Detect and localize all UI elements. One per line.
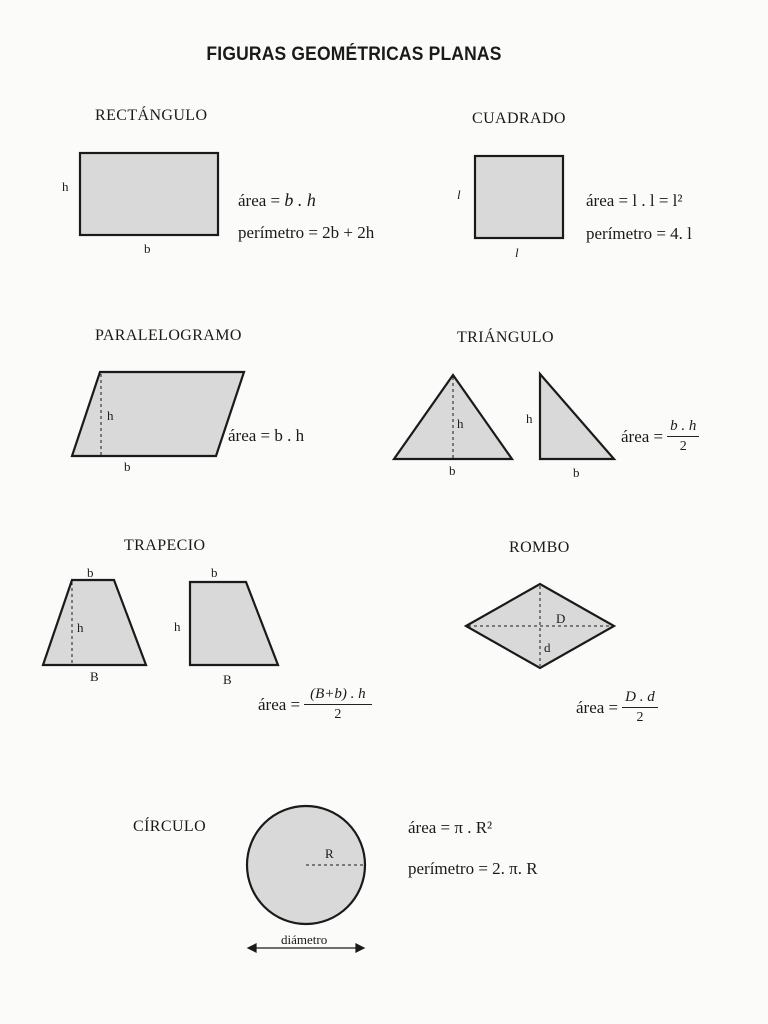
triangle-right-shape xyxy=(540,374,614,459)
triangle-area-fraction xyxy=(667,418,699,455)
trapezoid-area-denominator: 2 xyxy=(334,707,342,722)
trapezoid-height-label: h xyxy=(77,620,84,635)
rectangle-area-value: b . h xyxy=(284,190,316,210)
circle-area: área = π . R² xyxy=(408,818,493,837)
right-trapezoid-height-label: h xyxy=(174,619,181,634)
trapezoid-area-numerator: (B+b) . h xyxy=(304,686,372,705)
diameter-arrow-right xyxy=(356,944,364,952)
trapezoid-right-shape xyxy=(190,582,278,665)
right-triangle-height-label: h xyxy=(526,411,533,426)
parallelogram-base-label: b xyxy=(124,459,131,474)
square-perimeter: perímetro = 4. l xyxy=(586,224,692,243)
triangle-height-label: h xyxy=(457,416,464,431)
parallelogram-heading: PARALELOGRAMO xyxy=(95,327,242,344)
trapezoid-area-fraction xyxy=(304,686,372,723)
square-heading: CUADRADO xyxy=(472,110,566,127)
page-title: FIGURAS GEOMÉTRICAS PLANAS xyxy=(206,44,502,65)
square-side-label-left: l xyxy=(457,187,461,202)
rhombus-area-fraction xyxy=(622,689,658,726)
diameter-arrow-left xyxy=(248,944,256,952)
square-area: área = l . l = l² xyxy=(586,191,683,210)
rectangle-height-label: h xyxy=(62,179,69,194)
rectangle-perimeter: perímetro = 2b + 2h xyxy=(238,223,375,242)
rhombus-area-denominator: 2 xyxy=(636,710,644,725)
rhombus-area-numerator: D . d xyxy=(622,689,658,708)
parallelogram-shape xyxy=(72,372,244,456)
trapezoid-area-formula xyxy=(258,686,372,723)
right-trapezoid-top-base-label: b xyxy=(211,565,218,580)
rectangle-area xyxy=(238,190,316,211)
parallelogram-area: área = b . h xyxy=(228,426,305,445)
triangle-area-label: área = xyxy=(621,426,664,446)
rhombus-minor-diagonal-label: d xyxy=(544,640,551,655)
circle-diameter-label: diámetro xyxy=(281,932,328,947)
square-side-label-bottom: l xyxy=(515,245,519,260)
parallelogram-height-label: h xyxy=(107,408,114,423)
circle-radius-label: R xyxy=(325,846,334,861)
circle-heading: CÍRCULO xyxy=(133,818,207,835)
trapezoid-heading: TRAPECIO xyxy=(124,537,206,554)
rhombus-major-diagonal-label: D xyxy=(556,611,566,626)
trapezoid-top-base-label: b xyxy=(87,565,94,580)
rectangle-base-label: b xyxy=(144,241,151,256)
square-shape xyxy=(475,156,563,238)
triangle-area-denominator: 2 xyxy=(679,439,687,454)
triangle-isosceles-shape xyxy=(394,375,512,459)
rhombus-area-label: área = xyxy=(576,697,619,717)
right-triangle-base-label: b xyxy=(573,465,580,480)
rectangle-shape xyxy=(80,153,218,235)
triangle-area-formula xyxy=(621,418,699,455)
rectangle-heading: RECTÁNGULO xyxy=(95,107,208,124)
trapezoid-isosceles-shape xyxy=(43,580,146,665)
trapezoid-area-label: área = xyxy=(258,694,301,714)
rhombus-area-formula xyxy=(576,689,658,726)
triangle-heading: TRIÁNGULO xyxy=(457,329,554,346)
right-trapezoid-bottom-base-label: B xyxy=(223,672,232,687)
triangle-base-label: b xyxy=(449,463,456,478)
trapezoid-bottom-base-label: B xyxy=(90,669,99,684)
rectangle-area-label: área = xyxy=(238,191,281,210)
triangle-area-numerator: b . h xyxy=(667,418,699,437)
circle-perimeter: perímetro = 2. π. R xyxy=(408,859,538,878)
rhombus-heading: ROMBO xyxy=(509,539,570,556)
